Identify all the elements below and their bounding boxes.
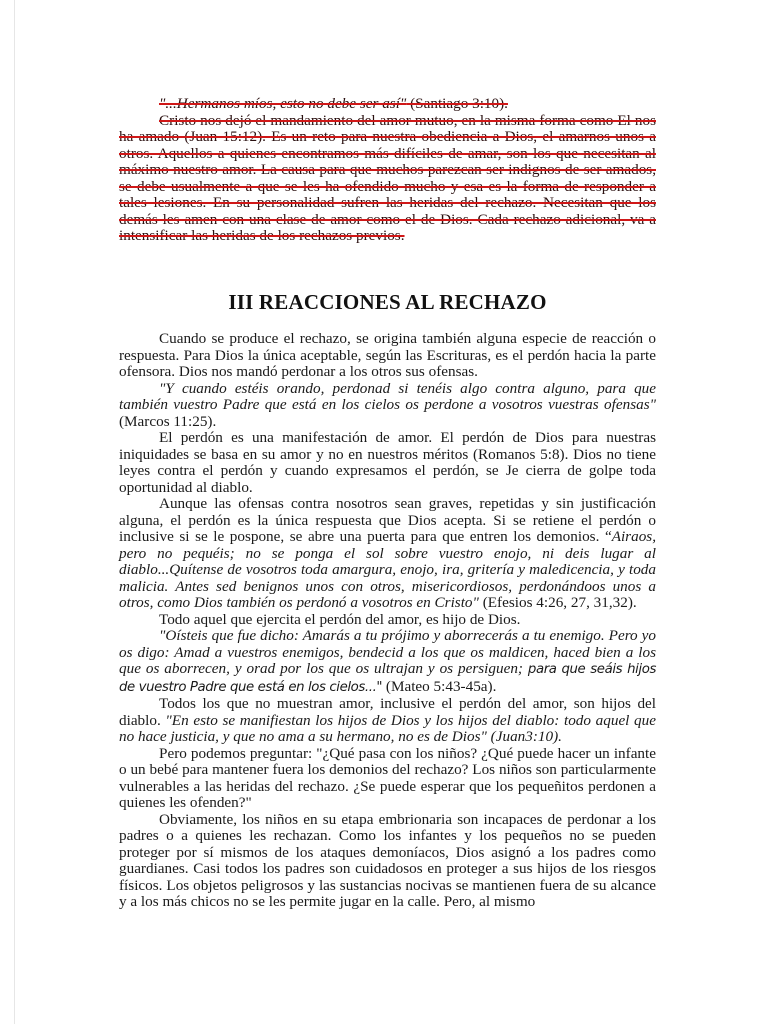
struck-paragraph: Cristo nos dejó el mandamiento del amor mutuo, en la misma forma como El nos ha amado (Juan 15:12). Es un reto para nuestra obediencia a Dios, el amarnos unos a otros. Aquellos a quienes encontramos más difíciles de amar, son los que necesitan al máximo nuestro amor. La causa para que muchos parezcan ser indignos de ser amados, se debe usualmente a que se les ha ofendido mucho y esa es la forma de responder a tales lesiones. En su personalidad sufren las heridas del rechazo. Necesitan que los demás les amen con una clase de amor como el de Dios. Cada rechazo adicional, va a intensificar las heridas de los rechazos previos.: [119, 111, 656, 244]
paragraph-7-text: Todos los que no muestran amor, inclusive el perdón del amor, son hijos del diablo.: [119, 695, 656, 729]
paragraph-3: El perdón es una manifestación de amor. El perdón de Dios para nuestras iniquidades se basa en su amor y no en nuestros méritos (Romanos 5:8). Dios no tiene leyes contra el perdón y cuando expresamos el perdón, se Je cierra de golpe toda oportunidad al diablo.: [119, 429, 656, 496]
efesios-quote: Airaos, pero no pequéis; no se ponga el sol sobre vuestro enojo, ni deis lugar al diablo...Quítense de vosotros toda amargura, enojo, ira, gritería y maledicencia, y toda malicia. Antes sed benignos unos con otros, misericordiosos, perdonándoos unos a otros, como Dios también os perdonó a vosotros en Cristo": [119, 528, 656, 611]
paragraph-1: Cuando se produce el rechazo, se origina también alguna especie de reacción o respuesta. Para Dios la única aceptable, según las Escrituras, es el perdón hacia la parte ofensora. Dios nos mandó perdonar a los otros sus ofensas.: [119, 330, 656, 380]
paragraph-8: Pero podemos preguntar: "¿Qué pasa con los niños? ¿Qué puede hacer un infante o un bebé para mantener fuera los demonios del rechazo? Los niños son particularmente vulnerables a las heridas del rechazo. ¿Se puede esperar que los pequeñitos perdonen a quienes les ofenden?": [119, 744, 656, 811]
efesios-reference: (Efesios 4:26, 27, 31,32).: [478, 594, 637, 611]
mateo-quote-script: para que seáis hijos de vuestro Padre que está en los cielos...": [119, 662, 656, 695]
santiago-quote: "...Hermanos míos, esto no debe ser así": [159, 95, 407, 112]
juan-quote: "En esto se manifiestan los hijos de Dios y los hijos del diablo: todo aquel que no hace justicia, y que no ama a su hermano, no es de Dios" (Juan3:10).: [119, 711, 656, 745]
marcos-reference: (Marcos 11:25).: [119, 412, 217, 430]
paragraph-5: Todo aquel que ejercita el perdón del amor, es hijo de Dios.: [159, 610, 521, 628]
mateo-reference: (Mateo 5:43-45a).: [382, 677, 497, 695]
section-heading: III REACCIONES AL RECHAZO: [228, 290, 547, 314]
marcos-quote: "Y cuando estéis orando, perdonad si tenéis algo contra alguno, para que también vuestro Padre que está en los cielos os perdone a vosotros vuestras ofensas": [119, 379, 656, 413]
document-page: [14, 0, 754, 1024]
paragraph-4: [119, 496, 656, 612]
paragraph-9: Obviamente, los niños en su etapa embrionaria son incapaces de perdonar a los padres o a quienes les rechazan. Como los infantes y los pequeños no se pueden proteger por sí mismos de los ataques demoníacos, Dios asignó a los padres como guardianes. Casi todos los padres son cuidadosos en proteger a sus hijos de los riesgos físicos. Los objetos peligrosos y las sustancias nocivas se mantienen fuera de su alcance y a los más chicos no se les permite jugar en la calle. Pero, al mismo: [119, 810, 656, 910]
struck-through-section: [119, 96, 656, 245]
paragraph-6: [119, 628, 656, 696]
struck-quote-line: [119, 96, 656, 113]
body-text: [119, 331, 656, 911]
paragraph-7: [119, 696, 656, 746]
paragraph-2: [119, 381, 656, 431]
paragraph-4-text: Aunque las ofensas contra nosotros sean graves, repetidas y sin justificación alguna, el perdón es la única respuesta que Dios acepta. Si se retiene el perdón o inclusive si se le pospone, se abre una puerta para que entren los demonios. “: [119, 495, 656, 545]
mateo-quote: "Oísteis que fue dicho: Amarás a tu prójimo y aborrecerás a tu enemigo. Pero yo os digo: Amad a vuestros enemigos, bendecid a los que os maldicen, haced bien a los que os aborrecen, y orad por los que os ultrajan y os persiguen;: [119, 627, 656, 677]
santiago-reference: (Santiago 3:10).: [406, 95, 508, 112]
